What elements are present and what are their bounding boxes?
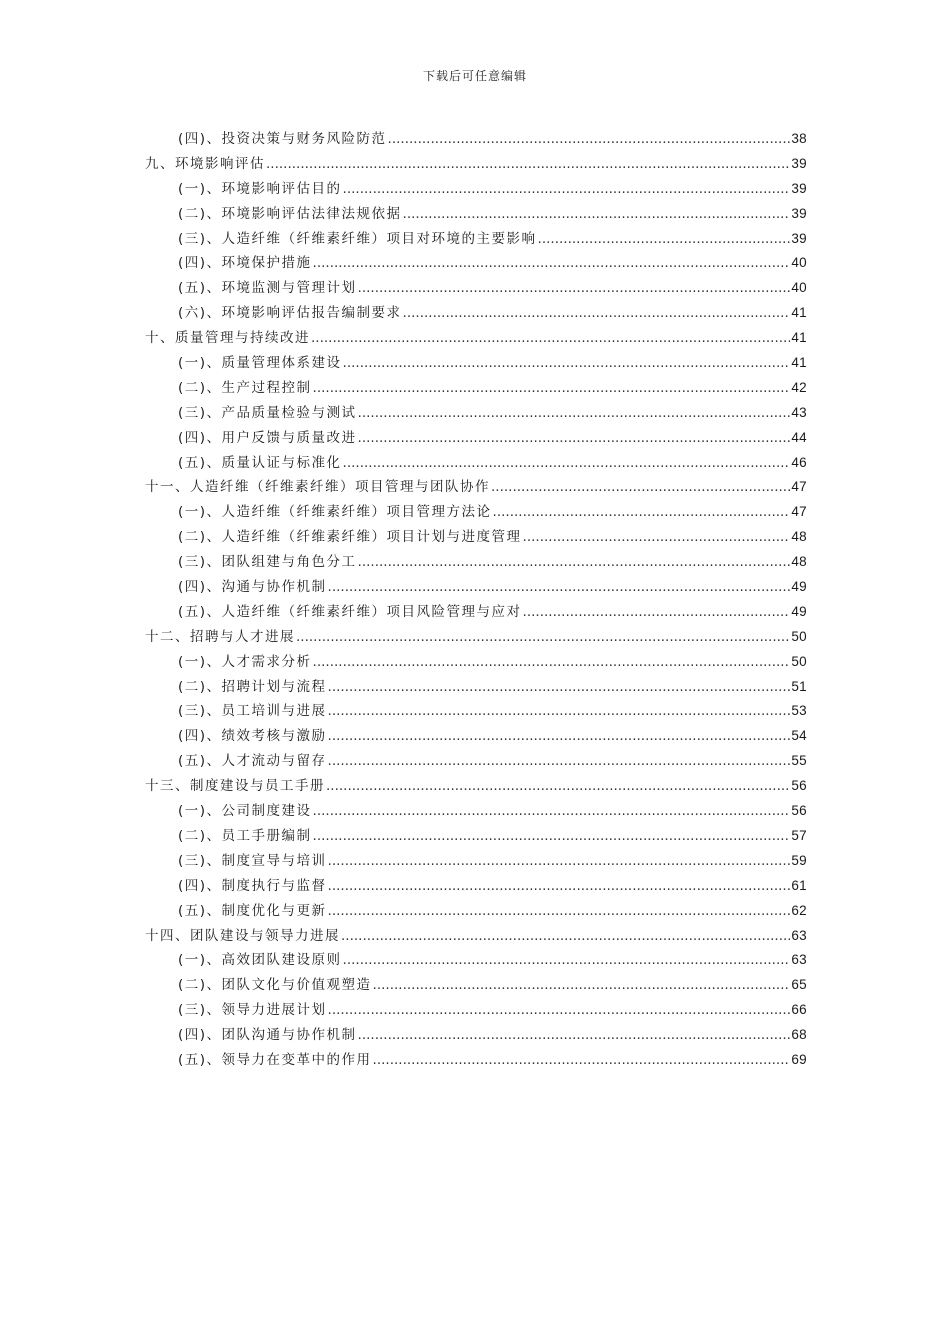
toc-section-entry[interactable] [145, 500, 807, 525]
toc-entry-title: (三)、制度宣导与培训 [178, 852, 327, 869]
toc-leader-dots [341, 928, 790, 944]
toc-entry-page-number: 48 [791, 554, 807, 570]
toc-leader-dots [328, 853, 791, 869]
toc-section-entry[interactable] [145, 575, 807, 600]
toc-section-entry[interactable] [145, 1023, 807, 1048]
toc-leader-dots [388, 131, 791, 147]
toc-section-entry[interactable] [145, 699, 807, 724]
toc-leader-dots [373, 1052, 791, 1068]
toc-entry-title: (一)、公司制度建设 [178, 803, 312, 820]
toc-leader-dots [493, 504, 791, 520]
toc-section-entry[interactable] [145, 177, 807, 202]
toc-section-entry[interactable] [145, 650, 807, 675]
toc-section-entry[interactable] [145, 824, 807, 849]
table-of-contents [145, 127, 807, 1073]
toc-entry-page-number: 41 [791, 305, 807, 321]
toc-leader-dots [313, 828, 791, 844]
toc-entry-page-number: 43 [791, 404, 807, 420]
toc-entry-page-number: 50 [791, 628, 807, 644]
toc-entry-page-number: 62 [791, 902, 807, 918]
toc-entry-page-number: 65 [791, 977, 807, 993]
toc-entry-title: (一)、人才需求分析 [178, 653, 312, 670]
toc-section-entry[interactable] [145, 227, 807, 252]
toc-entry-page-number: 56 [791, 778, 807, 794]
toc-entry-page-number: 54 [791, 728, 807, 744]
toc-leader-dots [403, 305, 791, 321]
toc-leader-dots [343, 181, 791, 197]
toc-chapter-entry[interactable] [145, 326, 807, 351]
toc-chapter-entry[interactable] [145, 774, 807, 799]
toc-entry-title: (五)、制度优化与更新 [178, 902, 327, 919]
toc-entry-title: (四)、绩效考核与激励 [178, 728, 327, 745]
toc-leader-dots [313, 255, 791, 271]
toc-section-entry[interactable] [145, 401, 807, 426]
toc-chapter-entry[interactable] [145, 152, 807, 177]
toc-leader-dots [523, 604, 791, 620]
toc-section-entry[interactable] [145, 376, 807, 401]
toc-section-entry[interactable] [145, 1048, 807, 1073]
toc-section-entry[interactable] [145, 202, 807, 227]
toc-entry-page-number: 66 [791, 1002, 807, 1018]
toc-entry-page-number: 38 [791, 131, 807, 146]
toc-section-entry[interactable] [145, 675, 807, 700]
toc-entry-title: 十四、团队建设与领导力进展 [145, 927, 340, 944]
toc-entry-title: (二)、员工手册编制 [178, 827, 312, 844]
toc-entry-page-number: 51 [791, 678, 807, 694]
toc-section-entry[interactable] [145, 874, 807, 899]
toc-leader-dots [523, 529, 791, 545]
toc-entry-page-number: 41 [791, 355, 807, 371]
toc-entry-page-number: 47 [791, 479, 807, 495]
toc-leader-dots [328, 753, 791, 769]
toc-leader-dots [328, 679, 791, 695]
toc-leader-dots [358, 554, 791, 570]
toc-leader-dots [343, 952, 791, 968]
toc-entry-title: 十、质量管理与持续改进 [145, 330, 310, 347]
toc-entry-title: (五)、人才流动与留存 [178, 753, 327, 770]
toc-entry-page-number: 41 [791, 330, 807, 346]
toc-entry-page-number: 44 [791, 429, 807, 445]
toc-chapter-entry[interactable] [145, 475, 807, 500]
toc-entry-title: 九、环境影响评估 [145, 155, 265, 172]
toc-entry-title: (三)、人造纤维（纤维素纤维）项目对环境的主要影响 [178, 230, 537, 247]
toc-entry-title: 十三、制度建设与员工手册 [145, 778, 325, 795]
toc-section-entry[interactable] [145, 525, 807, 550]
toc-section-entry[interactable] [145, 799, 807, 824]
toc-entry-title: (二)、团队文化与价值观塑造 [178, 977, 372, 994]
toc-leader-dots [328, 878, 791, 894]
toc-entry-title: (三)、团队组建与角色分工 [178, 554, 357, 571]
toc-entry-page-number: 48 [791, 529, 807, 545]
toc-leader-dots [373, 977, 791, 993]
toc-leader-dots [296, 629, 790, 645]
toc-entry-page-number: 40 [791, 280, 807, 296]
toc-entry-title: (二)、招聘计划与流程 [178, 678, 327, 695]
toc-leader-dots [328, 728, 791, 744]
toc-section-entry[interactable] [145, 351, 807, 376]
toc-entry-page-number: 49 [791, 579, 807, 595]
toc-entry-title: (一)、质量管理体系建设 [178, 355, 342, 372]
toc-section-entry[interactable] [145, 899, 807, 924]
toc-leader-dots [491, 479, 790, 495]
toc-leader-dots [328, 703, 791, 719]
toc-entry-title: (六)、环境影响评估报告编制要求 [178, 305, 402, 322]
toc-entry-title: (四)、沟通与协作机制 [178, 579, 327, 596]
toc-entry-title: 十一、人造纤维（纤维素纤维）项目管理与团队协作 [145, 479, 490, 496]
toc-section-entry[interactable] [145, 749, 807, 774]
toc-entry-page-number: 69 [791, 1051, 807, 1067]
toc-leader-dots [328, 903, 791, 919]
toc-section-entry[interactable] [145, 600, 807, 625]
toc-entry-title: (五)、环境监测与管理计划 [178, 280, 357, 297]
toc-entry-page-number: 42 [791, 379, 807, 395]
toc-leader-dots [266, 156, 790, 172]
toc-entry-title: (三)、产品质量检验与测试 [178, 404, 357, 421]
toc-entry-title: (一)、环境影响评估目的 [178, 180, 342, 197]
toc-section-entry[interactable] [145, 973, 807, 998]
toc-section-entry[interactable] [145, 724, 807, 749]
toc-entry-page-number: 61 [791, 877, 807, 893]
toc-entry-page-number: 63 [791, 927, 807, 943]
toc-section-entry[interactable] [145, 426, 807, 451]
toc-section-entry[interactable] [145, 301, 807, 326]
toc-section-entry[interactable] [145, 276, 807, 301]
toc-leader-dots [326, 778, 790, 794]
toc-entry-page-number: 46 [791, 454, 807, 470]
toc-leader-dots [328, 1002, 791, 1018]
toc-entry-page-number: 47 [791, 504, 807, 520]
toc-section-entry[interactable] [145, 550, 807, 575]
toc-chapter-entry[interactable] [145, 924, 807, 949]
toc-entry-page-number: 50 [791, 653, 807, 669]
toc-entry-title: (四)、用户反馈与质量改进 [178, 429, 357, 446]
toc-entry-title: (四)、团队沟通与协作机制 [178, 1027, 357, 1044]
page-header: 下载后可任意编辑 [422, 69, 527, 83]
toc-entry-page-number: 53 [791, 703, 807, 719]
toc-entry-title: (二)、人造纤维（纤维素纤维）项目计划与进度管理 [178, 529, 522, 546]
toc-entry-title: (一)、人造纤维（纤维素纤维）项目管理方法论 [178, 504, 492, 521]
toc-entry-page-number: 39 [791, 180, 807, 196]
toc-entry-title: (四)、投资决策与财务风险防范 [178, 131, 387, 147]
toc-leader-dots [328, 579, 791, 595]
toc-entry-title: (一)、高效团队建设原则 [178, 952, 342, 969]
toc-leader-dots [343, 355, 791, 371]
toc-entry-page-number: 68 [791, 1027, 807, 1043]
toc-section-entry[interactable] [145, 849, 807, 874]
toc-section-entry[interactable] [145, 998, 807, 1023]
toc-leader-dots [343, 455, 791, 471]
toc-leader-dots [313, 654, 791, 670]
toc-leader-dots [538, 231, 791, 247]
toc-leader-dots [358, 430, 791, 446]
toc-entry-title: (五)、质量认证与标准化 [178, 454, 342, 471]
toc-entry-page-number: 57 [791, 827, 807, 843]
toc-leader-dots [358, 1027, 791, 1043]
toc-entry-title: (二)、生产过程控制 [178, 379, 312, 396]
toc-entry-page-number: 63 [791, 952, 807, 968]
toc-section-entry[interactable] [145, 251, 807, 276]
toc-entry-page-number: 39 [791, 205, 807, 221]
toc-entry-title: 十二、招聘与人才进展 [145, 628, 295, 645]
toc-entry-title: (五)、领导力在变革中的作用 [178, 1051, 372, 1068]
toc-leader-dots [313, 380, 791, 396]
toc-entry-page-number: 40 [791, 255, 807, 271]
toc-chapter-entry[interactable] [145, 625, 807, 650]
toc-section-entry[interactable] [145, 451, 807, 476]
toc-leader-dots [358, 405, 791, 421]
toc-leader-dots [311, 330, 790, 346]
toc-leader-dots [403, 206, 791, 222]
toc-entry-title: (四)、环境保护措施 [178, 255, 312, 272]
toc-section-entry[interactable] [145, 127, 807, 152]
toc-entry-title: (三)、员工培训与进展 [178, 703, 327, 720]
toc-entry-page-number: 39 [791, 230, 807, 246]
toc-entry-page-number: 55 [791, 753, 807, 769]
toc-entry-page-number: 39 [791, 155, 807, 171]
toc-entry-page-number: 56 [791, 803, 807, 819]
toc-entry-page-number: 59 [791, 852, 807, 868]
toc-section-entry[interactable] [145, 948, 807, 973]
toc-entry-page-number: 49 [791, 603, 807, 619]
toc-leader-dots [313, 803, 791, 819]
toc-entry-title: (五)、人造纤维（纤维素纤维）项目风险管理与应对 [178, 603, 522, 620]
toc-leader-dots [358, 280, 791, 296]
toc-entry-title: (四)、制度执行与监督 [178, 877, 327, 894]
toc-entry-title: (三)、领导力进展计划 [178, 1002, 327, 1019]
toc-entry-title: (二)、环境影响评估法律法规依据 [178, 205, 402, 222]
